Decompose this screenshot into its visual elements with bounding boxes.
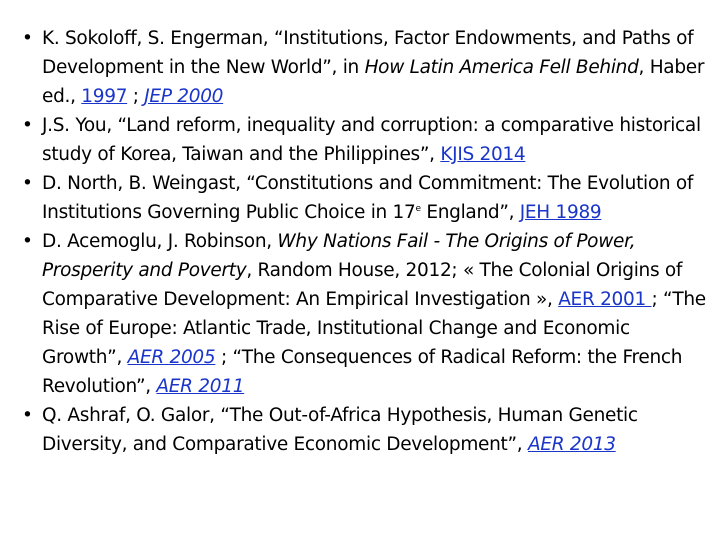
- ref-text: K. Sokoloff, S. Engerman, “Institutions, Factor Endowments, and Paths of Development in the New World”, in: [42, 28, 694, 78]
- reference-list: [22, 24, 712, 459]
- ref-book-title: Why Nations Fail - The Origins of Power, Prosperity and Poverty: [42, 231, 636, 281]
- ref-link[interactable]: AER 2011: [156, 376, 245, 397]
- ref-text: ; “The Rise of Europe: Atlantic Trade, Institutional Change and Economic Growth”,: [42, 289, 706, 368]
- bullet-icon: •: [22, 28, 33, 49]
- ref-text: D. Acemoglu, J. Robinson,: [42, 231, 278, 252]
- reference-item: [22, 401, 712, 459]
- ref-link[interactable]: KJIS 2014: [440, 144, 526, 165]
- bullet-icon: •: [22, 231, 33, 252]
- ref-text: ; “The Consequences of Radical Reform: the French Revolution”,: [42, 347, 683, 397]
- bullet-icon: •: [22, 173, 33, 194]
- ref-link[interactable]: 1997: [81, 86, 128, 107]
- ref-link[interactable]: JEP 2000: [144, 86, 224, 107]
- bullet-icon: •: [22, 405, 33, 426]
- ref-link[interactable]: JEH 1989: [519, 202, 602, 223]
- ref-text: J.S. You, “Land reform, inequality and corruption: a comparative historical study of Korea, Taiwan and the Philippines”,: [42, 115, 701, 165]
- reference-item: [22, 169, 712, 227]
- ref-text: ;: [127, 86, 145, 107]
- ref-text: , Random House, 2012; « The Colonial Origins of Comparative Development: An Empirical Investigation »,: [42, 260, 683, 310]
- reference-item: [22, 111, 712, 169]
- ref-text: D. North, B. Weingast, “Constitutions and Commitment: The Evolution of Institutions Governing Public Choice in 17: [42, 173, 694, 223]
- reference-item: [22, 24, 712, 111]
- ref-link[interactable]: AER 2005: [127, 347, 216, 368]
- bullet-icon: •: [22, 115, 33, 136]
- ref-book-title: How Latin America Fell Behind: [364, 57, 639, 78]
- ref-text: Q. Ashraf, O. Galor, “The Out-of-Africa Hypothesis, Human Genetic Diversity, and Comparative Economic Development”,: [42, 405, 638, 455]
- ref-text: , Haber ed.,: [42, 57, 705, 107]
- ref-link[interactable]: AER 2001: [558, 289, 652, 310]
- ref-superscript: e: [415, 204, 421, 214]
- ref-link[interactable]: AER 2013: [527, 434, 616, 455]
- reference-item: [22, 227, 712, 401]
- ref-text: England”,: [420, 202, 520, 223]
